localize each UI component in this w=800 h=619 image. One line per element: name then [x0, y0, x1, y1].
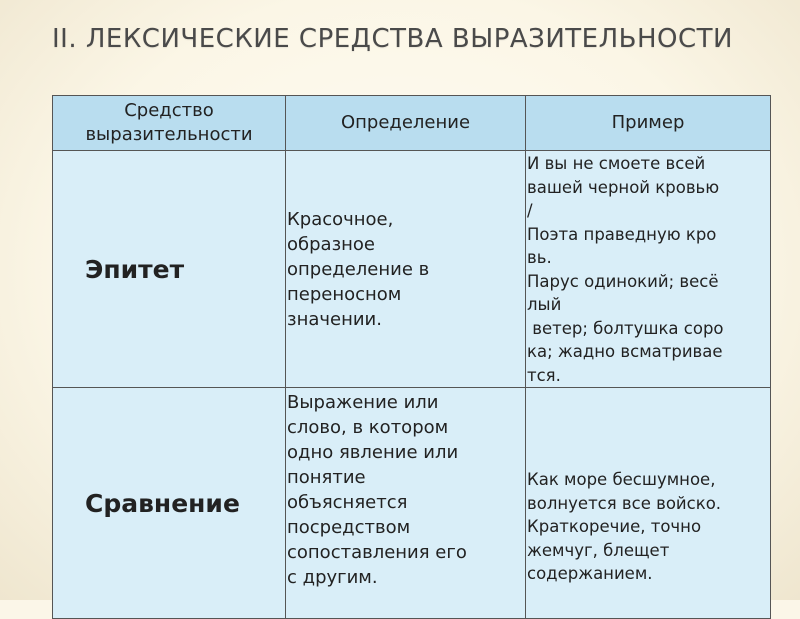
definition-line: с другим.: [287, 567, 378, 588]
header-example: Пример: [526, 96, 771, 151]
definition-line: слово, в котором: [287, 417, 449, 438]
term-cell: Эпитет: [53, 151, 286, 388]
definition-line: одно явление или: [287, 442, 459, 463]
table-row: [53, 388, 771, 619]
example-line: /: [527, 201, 533, 220]
definition-line: сопоставления его: [287, 542, 467, 563]
definition-line: определение в: [287, 258, 430, 280]
example-line: тся.: [527, 365, 561, 385]
example-line: ветер; болтушка соро: [527, 318, 724, 338]
example-line: Парус одинокий; весё: [527, 271, 719, 291]
definition-line: Красочное,: [287, 208, 394, 230]
example-line: вь.: [527, 248, 552, 267]
definition-line: объясняется: [287, 492, 408, 513]
example-line: волнуется все войско.: [527, 493, 722, 513]
example-line: лый: [527, 295, 562, 314]
definition-line: переносном: [287, 283, 402, 305]
header-definition: Определение: [286, 96, 526, 151]
example-line: Как море бесшумное,: [527, 470, 716, 489]
example-cell: [526, 151, 771, 388]
definition-line: понятие: [287, 467, 366, 488]
header-means: [53, 96, 286, 151]
table-header-row: [53, 96, 771, 151]
example-line: Краткоречие, точно: [527, 517, 702, 536]
definition-cell: [286, 151, 526, 388]
example-cell: [526, 388, 771, 619]
definition-line: Выражение или: [287, 392, 439, 413]
expressive-means-table: [52, 95, 771, 619]
term-cell: Сравнение: [53, 388, 286, 619]
example-line: вашей черной кровью: [527, 177, 720, 197]
slide-title: II. ЛЕКСИЧЕСКИЕ СРЕДСТВА ВЫРАЗИТЕЛЬНОСТИ: [52, 24, 733, 54]
header-means-line2: выразительности: [85, 124, 253, 145]
example-line: Поэта праведную кро: [527, 224, 717, 244]
table-row: [53, 151, 771, 388]
definition-line: образное: [287, 233, 375, 255]
example-line: жемчуг, блещет: [527, 540, 670, 560]
definition-line: значении.: [287, 308, 382, 330]
example-line: И вы не смоете всей: [527, 154, 706, 173]
definition-cell: [286, 388, 526, 619]
example-line: содержанием.: [527, 564, 653, 583]
definition-line: посредством: [287, 517, 411, 538]
example-line: ка; жадно всматривае: [527, 342, 723, 361]
header-means-line1: Средство: [124, 100, 214, 121]
